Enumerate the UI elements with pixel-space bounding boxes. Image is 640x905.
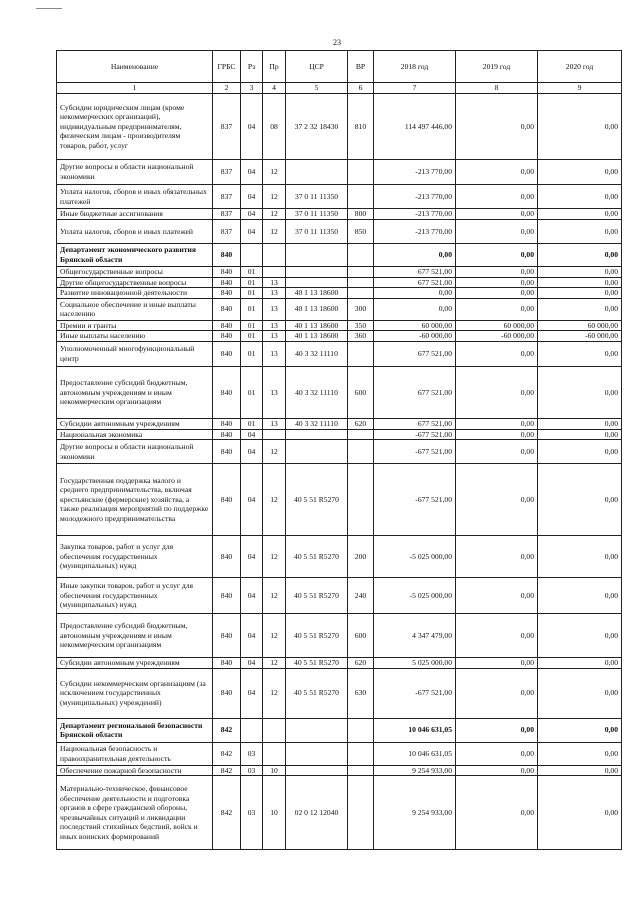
cell-vr: [348, 776, 374, 850]
table-row: [57, 776, 622, 850]
cell-rz: [241, 718, 263, 742]
cell-vr: 350: [348, 320, 374, 331]
cell-2019: 0,00: [456, 440, 538, 464]
cell-pr: 12: [263, 536, 286, 578]
cell-2019: 0,00: [456, 742, 538, 765]
cell-name: Субсидии некоммерческим организациям (за исключением государственных (муниципальных) учреждений): [57, 668, 213, 718]
cell-pr: [263, 742, 286, 765]
table-row: [57, 288, 622, 299]
cell-name: Общегосударственные вопросы: [57, 267, 213, 278]
cell-2020: 0,00: [538, 298, 622, 320]
cell-rz: 04: [241, 209, 263, 220]
table-row: [57, 331, 622, 342]
cell-grbs: 837: [213, 160, 241, 185]
header-rz: Рз: [241, 51, 263, 83]
cell-csr: 37 0 11 11350: [286, 220, 348, 244]
cell-pr: 13: [263, 320, 286, 331]
cell-csr: [286, 160, 348, 185]
cell-grbs: 840: [213, 277, 241, 288]
cell-vr: [348, 341, 374, 366]
cell-2020: 0,00: [538, 578, 622, 614]
colnum-2: 2: [213, 83, 241, 94]
cell-csr: 40 5 51 R5270: [286, 668, 348, 718]
cell-rz: 03: [241, 765, 263, 776]
colnum-1: 1: [57, 83, 213, 94]
table-row: [57, 718, 622, 742]
cell-grbs: 840: [213, 267, 241, 278]
cell-pr: 13: [263, 298, 286, 320]
cell-rz: 01: [241, 341, 263, 366]
table-row: [57, 244, 622, 267]
cell-2020: 0,00: [538, 160, 622, 185]
cell-2019: 0,00: [456, 244, 538, 267]
cell-2020: 0,00: [538, 341, 622, 366]
cell-2018: 0,00: [374, 298, 456, 320]
cell-2020: 0,00: [538, 718, 622, 742]
cell-2020: 0,00: [538, 776, 622, 850]
cell-csr: [286, 742, 348, 765]
cell-2019: 0,00: [456, 658, 538, 669]
cell-vr: [348, 429, 374, 440]
cell-grbs: 837: [213, 220, 241, 244]
cell-2020: 0,00: [538, 220, 622, 244]
cell-rz: 04: [241, 429, 263, 440]
header-name: Наименование: [57, 51, 213, 83]
cell-vr: 200: [348, 536, 374, 578]
cell-name: Субсидии юридическим лицам (кроме некоммерческих организаций), индивидуальным предпринимателям, физическим лицам - производителям товаров, работ, услуг: [57, 94, 213, 160]
cell-2020: 0,00: [538, 440, 622, 464]
table-row: [57, 668, 622, 718]
cell-name: Предоставление субсидий бюджетным, автономным учреждениям и иным некоммерческим организациям: [57, 614, 213, 658]
cell-name: Другие общегосударственные вопросы: [57, 277, 213, 288]
cell-grbs: 840: [213, 429, 241, 440]
cell-pr: 08: [263, 94, 286, 160]
cell-2020: 0,00: [538, 94, 622, 160]
table-row: [57, 765, 622, 776]
cell-csr: 40 5 51 R5270: [286, 614, 348, 658]
cell-rz: 04: [241, 578, 263, 614]
cell-2019: 0,00: [456, 267, 538, 278]
cell-rz: 04: [241, 658, 263, 669]
cell-2020: -60 000,00: [538, 331, 622, 342]
cell-2019: 0,00: [456, 614, 538, 658]
cell-csr: 40 5 51 R5270: [286, 658, 348, 669]
cell-pr: 13: [263, 418, 286, 429]
cell-vr: [348, 440, 374, 464]
cell-name: Другие вопросы в области национальной экономики: [57, 160, 213, 185]
cell-2020: 0,00: [538, 288, 622, 299]
cell-pr: 12: [263, 160, 286, 185]
cell-2019: 0,00: [456, 668, 538, 718]
cell-2018: -677 521,00: [374, 464, 456, 536]
cell-vr: 240: [348, 578, 374, 614]
cell-2019: 0,00: [456, 288, 538, 299]
cell-2019: 0,00: [456, 464, 538, 536]
cell-vr: [348, 244, 374, 267]
cell-pr: 12: [263, 464, 286, 536]
cell-rz: 04: [241, 536, 263, 578]
cell-name: Обеспечение пожарной безопасности: [57, 765, 213, 776]
cell-2018: -213 770,00: [374, 220, 456, 244]
cell-2018: -677 521,00: [374, 440, 456, 464]
cell-2020: 0,00: [538, 244, 622, 267]
cell-2019: 60 000,00: [456, 320, 538, 331]
cell-pr: 12: [263, 668, 286, 718]
cell-rz: 01: [241, 418, 263, 429]
table-body: [57, 94, 622, 850]
table-row: [57, 209, 622, 220]
cell-rz: 01: [241, 331, 263, 342]
page-number: 23: [333, 38, 341, 47]
budget-table: [56, 50, 622, 850]
cell-2020: 0,00: [538, 742, 622, 765]
cell-2018: 677 521,00: [374, 366, 456, 418]
cell-csr: [286, 244, 348, 267]
cell-csr: 40 5 51 R5270: [286, 578, 348, 614]
cell-csr: [286, 440, 348, 464]
cell-name: Иные закупки товаров, работ и услуг для обеспечения государственных (муниципальных) нужд: [57, 578, 213, 614]
cell-csr: [286, 277, 348, 288]
cell-2020: 60 000,00: [538, 320, 622, 331]
cell-vr: [348, 185, 374, 209]
cell-vr: 630: [348, 668, 374, 718]
cell-rz: 03: [241, 776, 263, 850]
cell-2020: 0,00: [538, 418, 622, 429]
cell-2018: 0,00: [374, 288, 456, 299]
cell-grbs: 840: [213, 244, 241, 267]
cell-vr: 620: [348, 658, 374, 669]
table-row: [57, 742, 622, 765]
header-row: [57, 51, 622, 83]
cell-pr: [263, 267, 286, 278]
header-2020: 2020 год: [538, 51, 622, 83]
cell-vr: 850: [348, 220, 374, 244]
cell-2018: 60 000,00: [374, 320, 456, 331]
cell-csr: 37 2 32 18430: [286, 94, 348, 160]
cell-csr: 37 0 11 11350: [286, 209, 348, 220]
cell-2020: 0,00: [538, 277, 622, 288]
cell-name: Другие вопросы в области национальной экономики: [57, 440, 213, 464]
cell-name: Иные выплаты населению: [57, 331, 213, 342]
cell-name: Субсидии автономным учреждениям: [57, 658, 213, 669]
cell-vr: [348, 742, 374, 765]
cell-pr: 12: [263, 440, 286, 464]
cell-rz: 01: [241, 298, 263, 320]
header-pr: Пр: [263, 51, 286, 83]
cell-csr: 40 3 32 11110: [286, 366, 348, 418]
cell-grbs: 842: [213, 765, 241, 776]
cell-2020: 0,00: [538, 464, 622, 536]
cell-grbs: 840: [213, 331, 241, 342]
cell-vr: [348, 765, 374, 776]
cell-csr: 02 0 12 12040: [286, 776, 348, 850]
cell-rz: 04: [241, 614, 263, 658]
cell-2018: 677 521,00: [374, 267, 456, 278]
cell-2018: 9 254 933,00: [374, 776, 456, 850]
cell-grbs: 840: [213, 440, 241, 464]
cell-2018: -60 000,00: [374, 331, 456, 342]
table-row: [57, 536, 622, 578]
cell-grbs: 840: [213, 320, 241, 331]
cell-name: Развитие инновационной деятельности: [57, 288, 213, 299]
cell-rz: 01: [241, 277, 263, 288]
cell-csr: 40 5 51 R5270: [286, 464, 348, 536]
cell-csr: [286, 267, 348, 278]
colnum-3: 3: [241, 83, 263, 94]
cell-rz: 04: [241, 668, 263, 718]
colnum-8: 8: [456, 83, 538, 94]
cell-2019: 0,00: [456, 418, 538, 429]
cell-pr: 12: [263, 614, 286, 658]
table-row: [57, 94, 622, 160]
cell-2019: 0,00: [456, 185, 538, 209]
cell-pr: 13: [263, 341, 286, 366]
cell-csr: [286, 429, 348, 440]
table-row: [57, 418, 622, 429]
cell-pr: 10: [263, 765, 286, 776]
cell-pr: 13: [263, 366, 286, 418]
cell-vr: [348, 160, 374, 185]
colnum-9: 9: [538, 83, 622, 94]
cell-name: Материально-техническое, финансовое обеспечение деятельности и подготовка органов в сфере гражданской обороны, чрезвычайных ситуаций и ликвидации последствий стихийных бедствий, войск и иных воинских формирований: [57, 776, 213, 850]
cell-2018: -213 770,00: [374, 209, 456, 220]
table-row: [57, 220, 622, 244]
cell-name: Департамент региональной безопасности Брянской области: [57, 718, 213, 742]
cell-grbs: 840: [213, 341, 241, 366]
cell-grbs: 840: [213, 536, 241, 578]
cell-grbs: 837: [213, 94, 241, 160]
cell-vr: 620: [348, 418, 374, 429]
table-row: [57, 440, 622, 464]
column-number-row: [57, 83, 622, 94]
cell-csr: 40 1 13 18600: [286, 288, 348, 299]
cell-rz: 01: [241, 267, 263, 278]
table-row: [57, 267, 622, 278]
cell-csr: 40 1 13 18600: [286, 320, 348, 331]
cell-2018: 4 347 479,00: [374, 614, 456, 658]
table-row: [57, 658, 622, 669]
cell-vr: 800: [348, 209, 374, 220]
table-row: [57, 366, 622, 418]
cell-csr: 40 1 13 18600: [286, 298, 348, 320]
cell-rz: 04: [241, 185, 263, 209]
cell-2018: -213 770,00: [374, 185, 456, 209]
cell-pr: 12: [263, 209, 286, 220]
colnum-6: 6: [348, 83, 374, 94]
table-row: [57, 578, 622, 614]
cell-vr: [348, 277, 374, 288]
cell-rz: 01: [241, 320, 263, 331]
cell-name: Премии и гранты: [57, 320, 213, 331]
cell-2019: 0,00: [456, 94, 538, 160]
cell-2020: 0,00: [538, 429, 622, 440]
cell-csr: 40 1 13 18600: [286, 331, 348, 342]
colnum-5: 5: [286, 83, 348, 94]
cell-vr: 600: [348, 366, 374, 418]
cell-2019: 0,00: [456, 429, 538, 440]
table-row: [57, 464, 622, 536]
header-grbs: ГРБС: [213, 51, 241, 83]
table-row: [57, 160, 622, 185]
cell-rz: 01: [241, 288, 263, 299]
cell-2019: 0,00: [456, 209, 538, 220]
cell-name: Закупка товаров, работ и услуг для обеспечения государственных (муниципальных) нужд: [57, 536, 213, 578]
header-csr: ЦСР: [286, 51, 348, 83]
cell-name: Уполномоченный многофункциональный центр: [57, 341, 213, 366]
header-2018: 2018 год: [374, 51, 456, 83]
cell-pr: 12: [263, 220, 286, 244]
cell-2018: 677 521,00: [374, 418, 456, 429]
cell-2019: 0,00: [456, 366, 538, 418]
cell-pr: 12: [263, 185, 286, 209]
cell-vr: 300: [348, 298, 374, 320]
cell-name: Национальная экономика: [57, 429, 213, 440]
cell-2018: 677 521,00: [374, 277, 456, 288]
cell-2019: 0,00: [456, 277, 538, 288]
cell-vr: [348, 267, 374, 278]
cell-rz: 04: [241, 94, 263, 160]
cell-2020: 0,00: [538, 614, 622, 658]
cell-grbs: 840: [213, 288, 241, 299]
cell-2019: 0,00: [456, 536, 538, 578]
table-row: [57, 320, 622, 331]
cell-pr: 12: [263, 578, 286, 614]
cell-grbs: 840: [213, 578, 241, 614]
cell-grbs: 840: [213, 298, 241, 320]
cell-pr: [263, 718, 286, 742]
cell-2018: -213 770,00: [374, 160, 456, 185]
cell-2020: 0,00: [538, 185, 622, 209]
cell-grbs: 842: [213, 718, 241, 742]
cell-name: Уплата налогов, сборов и иных обязательных платежей: [57, 185, 213, 209]
cell-2018: 10 046 631,05: [374, 718, 456, 742]
cell-csr: [286, 765, 348, 776]
cell-grbs: 840: [213, 366, 241, 418]
cell-csr: 40 3 32 11110: [286, 341, 348, 366]
cell-pr: 12: [263, 658, 286, 669]
header-line: [36, 8, 62, 9]
header-2019: 2019 год: [456, 51, 538, 83]
cell-2020: 0,00: [538, 209, 622, 220]
cell-vr: [348, 718, 374, 742]
cell-rz: 04: [241, 464, 263, 536]
cell-2019: 0,00: [456, 341, 538, 366]
cell-rz: 04: [241, 160, 263, 185]
cell-name: Субсидии автономным учреждениям: [57, 418, 213, 429]
cell-name: Департамент экономического развития Брянской области: [57, 244, 213, 267]
cell-name: Иные бюджетные ассигнования: [57, 209, 213, 220]
colnum-4: 4: [263, 83, 286, 94]
cell-2020: 0,00: [538, 366, 622, 418]
cell-pr: 13: [263, 277, 286, 288]
table-row: [57, 185, 622, 209]
cell-2018: 10 046 631,05: [374, 742, 456, 765]
cell-2018: -677 521,00: [374, 429, 456, 440]
cell-pr: 13: [263, 331, 286, 342]
cell-name: Уплата налогов, сборов и иных платежей: [57, 220, 213, 244]
cell-2018: -677 521,00: [374, 668, 456, 718]
table-row: [57, 429, 622, 440]
cell-2018: 677 521,00: [374, 341, 456, 366]
cell-rz: 04: [241, 440, 263, 464]
table-row: [57, 277, 622, 288]
cell-rz: [241, 244, 263, 267]
cell-pr: [263, 429, 286, 440]
cell-vr: 810: [348, 94, 374, 160]
cell-2019: 0,00: [456, 765, 538, 776]
cell-2020: 0,00: [538, 267, 622, 278]
cell-grbs: 840: [213, 418, 241, 429]
cell-csr: 40 5 51 R5270: [286, 536, 348, 578]
cell-2019: 0,00: [456, 776, 538, 850]
cell-csr: 40 3 32 11110: [286, 418, 348, 429]
cell-grbs: 840: [213, 668, 241, 718]
cell-2019: 0,00: [456, 718, 538, 742]
cell-grbs: 840: [213, 464, 241, 536]
cell-2019: 0,00: [456, 160, 538, 185]
cell-2018: -5 025 000,00: [374, 578, 456, 614]
table-row: [57, 614, 622, 658]
cell-2019: 0,00: [456, 220, 538, 244]
cell-rz: 03: [241, 742, 263, 765]
cell-grbs: 837: [213, 209, 241, 220]
header-vr: ВР: [348, 51, 374, 83]
table-row: [57, 298, 622, 320]
cell-name: Предоставление субсидий бюджетным, автономным учреждениям и иным некоммерческим организациям: [57, 366, 213, 418]
cell-2018: 114 497 446,00: [374, 94, 456, 160]
cell-grbs: 840: [213, 614, 241, 658]
cell-vr: 600: [348, 614, 374, 658]
cell-2018: 5 025 000,00: [374, 658, 456, 669]
cell-vr: 360: [348, 331, 374, 342]
cell-2018: 0,00: [374, 244, 456, 267]
colnum-7: 7: [374, 83, 456, 94]
cell-pr: [263, 244, 286, 267]
cell-csr: [286, 718, 348, 742]
cell-pr: 10: [263, 776, 286, 850]
cell-name: Социальное обеспечение и иные выплаты населению: [57, 298, 213, 320]
cell-grbs: 837: [213, 185, 241, 209]
cell-rz: 01: [241, 366, 263, 418]
cell-2020: 0,00: [538, 668, 622, 718]
cell-2019: 0,00: [456, 298, 538, 320]
cell-name: Государственная поддержка малого и среднего предпринимательства, включая крестьянские (фермерские) хозяйства, а также реализация мероприятий по поддержке молодежного предпринимательства: [57, 464, 213, 536]
cell-rz: 04: [241, 220, 263, 244]
cell-grbs: 840: [213, 658, 241, 669]
cell-grbs: 842: [213, 742, 241, 765]
cell-2018: -5 025 000,00: [374, 536, 456, 578]
cell-2020: 0,00: [538, 658, 622, 669]
cell-grbs: 842: [213, 776, 241, 850]
cell-2019: -60 000,00: [456, 331, 538, 342]
cell-vr: [348, 288, 374, 299]
cell-2020: 0,00: [538, 765, 622, 776]
cell-vr: [348, 464, 374, 536]
cell-csr: 37 0 11 11350: [286, 185, 348, 209]
cell-name: Национальная безопасность и правоохранительная деятельность: [57, 742, 213, 765]
cell-pr: 13: [263, 288, 286, 299]
table-row: [57, 341, 622, 366]
cell-2019: 0,00: [456, 578, 538, 614]
cell-2018: 9 254 933,00: [374, 765, 456, 776]
cell-2020: 0,00: [538, 536, 622, 578]
